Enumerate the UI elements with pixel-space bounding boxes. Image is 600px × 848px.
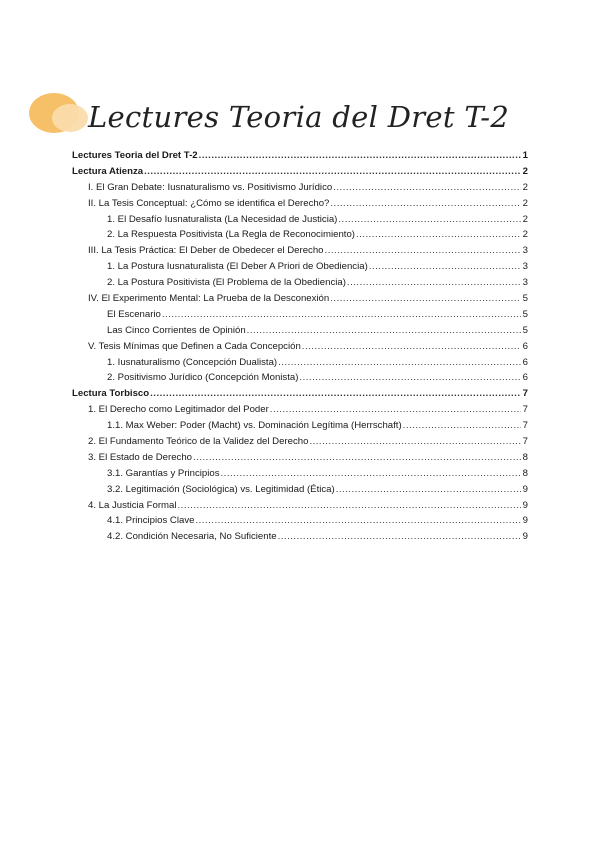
toc-page-number: 6 (522, 372, 528, 384)
toc-page-number: 5 (522, 308, 528, 320)
toc-entry[interactable] (72, 339, 528, 355)
toc-entry-title: V. Tesis Mínimas que Definen a Cada Concepción (88, 340, 301, 352)
toc-page-number: 3 (522, 245, 528, 257)
toc-dot-leader (270, 402, 521, 418)
toc-page-number: 5 (522, 293, 528, 305)
toc-dot-leader (278, 529, 521, 545)
toc-dot-leader (299, 370, 521, 386)
toc-entry[interactable] (72, 434, 528, 450)
toc-page-number: 7 (522, 436, 528, 448)
toc-page-number: 6 (522, 356, 528, 368)
toc-page-number: 9 (522, 515, 528, 527)
toc-entry-title: 2. La Postura Positivista (El Problema de la Obediencia) (107, 277, 346, 289)
toc-entry[interactable] (72, 259, 528, 275)
toc-entry-title: 1. El Desafío Iusnaturalista (La Necesidad de Justicia) (107, 213, 338, 225)
toc-entry-title: Lectura Atienza (72, 165, 144, 177)
toc-entry[interactable] (72, 291, 528, 307)
toc-entry[interactable] (72, 180, 528, 196)
toc-entry[interactable] (72, 212, 528, 228)
toc-page-number: 9 (522, 531, 528, 543)
title-block (0, 0, 600, 150)
toc-dot-leader (338, 212, 521, 228)
toc-page-number: 8 (522, 467, 528, 479)
toc-entry-title: 3.1. Garantías y Principios (107, 467, 220, 479)
toc-entry-title: Lectures Teoria del Dret T-2 (72, 150, 198, 161)
toc-entry[interactable] (72, 307, 528, 323)
toc-entry[interactable] (72, 418, 528, 434)
toc-page-number: 2 (522, 229, 528, 241)
toc-entry[interactable] (72, 498, 528, 514)
toc-entry[interactable] (72, 196, 528, 212)
toc-entry[interactable] (72, 370, 528, 386)
toc-dot-leader (330, 291, 521, 307)
toc-entry-title: II. La Tesis Conceptual: ¿Cómo se identifica el Derecho? (88, 197, 330, 209)
toc-dot-leader (325, 243, 521, 259)
toc-dot-leader (309, 434, 521, 450)
toc-page-number: 1 (522, 150, 528, 161)
toc-page-number: 9 (522, 499, 528, 511)
toc-entry[interactable] (72, 243, 528, 259)
toc-entry-title: 2. El Fundamento Teórico de la Validez del Derecho (88, 436, 309, 448)
toc-dot-leader (369, 259, 521, 275)
toc-entry-title: 3. El Estado de Derecho (88, 451, 192, 463)
toc-dot-leader (195, 513, 521, 529)
toc-entry[interactable] (72, 529, 528, 545)
toc-page-number: 7 (522, 388, 528, 400)
toc-entry-title: I. El Gran Debate: Iusnaturalismo vs. Positivismo Jurídico (88, 181, 333, 193)
toc-dot-leader (347, 275, 521, 291)
toc-entry-title: El Escenario (107, 308, 161, 320)
toc-dot-leader (162, 307, 521, 323)
toc-entry[interactable] (72, 164, 528, 180)
toc-dot-leader (330, 196, 521, 212)
toc-entry-title: 1.1. Max Weber: Poder (Macht) vs. Dominación Legítima (Herrschaft) (107, 420, 402, 432)
toc-dot-leader (150, 386, 521, 402)
toc-entry-title: 2. Positivismo Jurídico (Concepción Monista) (107, 372, 299, 384)
toc-dot-leader (356, 227, 521, 243)
toc-entry-title: 1. El Derecho como Legitimador del Poder (88, 404, 269, 416)
toc-page-number: 3 (522, 261, 528, 273)
toc-entry-title: 4.2. Condición Necesaria, No Suficiente (107, 531, 277, 543)
toc-entry[interactable] (72, 482, 528, 498)
document-title: Lectures Teoria del Dret T-2 (88, 100, 510, 134)
toc-entry[interactable] (72, 466, 528, 482)
toc-page-number: 9 (522, 483, 528, 495)
toc-entry-title: Lectura Torbisco (72, 388, 150, 400)
toc-page-number: 7 (522, 420, 528, 432)
toc-dot-leader (333, 180, 521, 196)
toc-entry[interactable] (72, 386, 528, 402)
toc-entry-title: 1. Iusnaturalismo (Concepción Dualista) (107, 356, 278, 368)
toc-entry[interactable] (72, 323, 528, 339)
toc-dot-leader (403, 418, 521, 434)
toc-page-number: 2 (522, 181, 528, 193)
toc-dot-leader (247, 323, 521, 339)
toc-entry-title: IV. El Experimento Mental: La Prueba de la Desconexión (88, 293, 330, 305)
toc-page-number: 5 (522, 324, 528, 336)
toc-entry-title: Las Cinco Corrientes de Opinión (107, 324, 246, 336)
toc-entry-title: III. La Tesis Práctica: El Deber de Obedecer el Derecho (88, 245, 324, 257)
toc-entry[interactable] (72, 450, 528, 466)
toc-dot-leader (278, 355, 521, 371)
toc-page-number: 2 (522, 213, 528, 225)
toc-entry-title: 1. La Postura Iusnaturalista (El Deber A Priori de Obediencia) (107, 261, 368, 273)
toc-entry[interactable] (72, 402, 528, 418)
toc-entry[interactable] (72, 355, 528, 371)
toc-page-number: 8 (522, 451, 528, 463)
toc-dot-leader (144, 164, 521, 180)
toc-dot-leader (302, 339, 521, 355)
toc-dot-leader (199, 148, 521, 164)
toc-entry[interactable] (72, 148, 528, 164)
toc-dot-leader (221, 466, 521, 482)
toc-page-number: 2 (522, 165, 528, 177)
toc-entry-title: 3.2. Legitimación (Sociológica) vs. Legitimidad (Ética) (107, 483, 335, 495)
toc-dot-leader (336, 482, 521, 498)
toc-entry-title: 2. La Respuesta Positivista (La Regla de Reconocimiento) (107, 229, 355, 241)
toc-dot-leader (193, 450, 521, 466)
toc-page-number: 2 (522, 197, 528, 209)
toc-page-number: 6 (522, 340, 528, 352)
toc-entry-title: 4.1. Principios Clave (107, 515, 195, 527)
toc-entry[interactable] (72, 275, 528, 291)
toc-page-number: 3 (522, 277, 528, 289)
table-of-contents (72, 148, 528, 545)
toc-dot-leader (178, 498, 521, 514)
toc-entry[interactable] (72, 513, 528, 529)
toc-entry-title: 4. La Justicia Formal (88, 499, 177, 511)
toc-page-number: 7 (522, 404, 528, 416)
toc-entry[interactable] (72, 227, 528, 243)
decorative-blob-light (52, 104, 88, 132)
